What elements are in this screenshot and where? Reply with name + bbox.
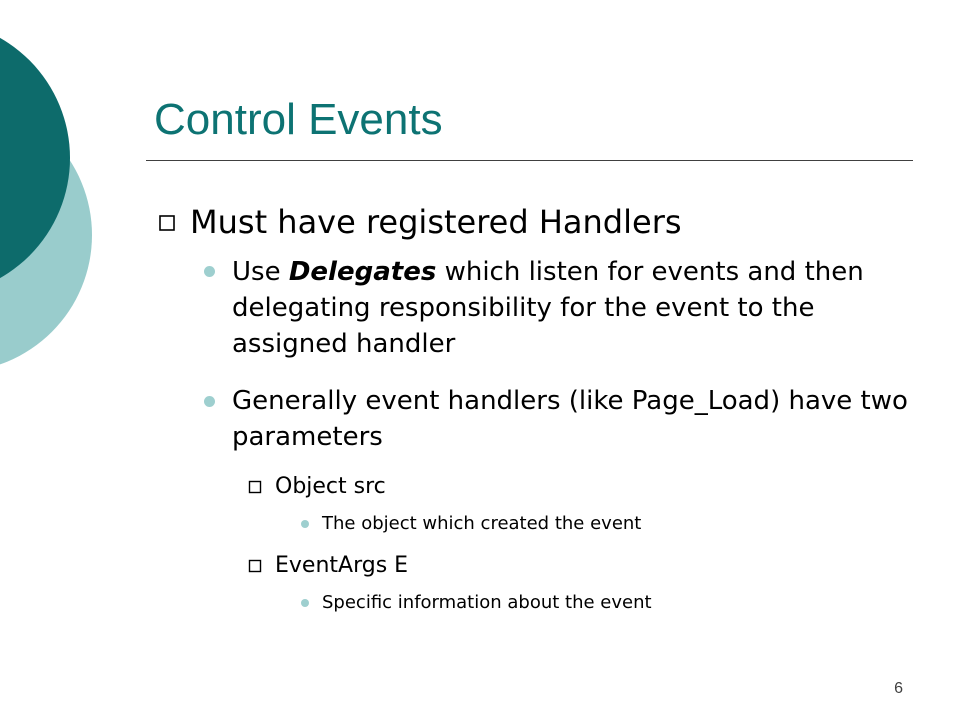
slide-title: Control Events	[154, 95, 443, 144]
decorative-circles	[0, 0, 110, 380]
round-bullet-icon	[204, 396, 215, 407]
bullet-object-src: Object src	[275, 474, 386, 499]
bullet-eventargs-desc: Specific information about the event	[322, 592, 652, 613]
hollow-square-bullet-icon	[248, 480, 262, 494]
text-segment: Use	[232, 257, 289, 287]
round-bullet-icon	[301, 520, 309, 528]
bullet-level1: Must have registered Handlers	[190, 203, 682, 241]
slide-number: 6	[894, 680, 903, 697]
bullet-eventargs: EventArgs E	[275, 553, 409, 578]
hollow-square-bullet-icon	[158, 214, 176, 232]
bullet-object-desc: The object which created the event	[322, 513, 642, 534]
round-bullet-icon	[301, 599, 309, 607]
round-bullet-icon	[204, 266, 215, 277]
bullet-generally: Generally event handlers (like Page_Load) have two parameters	[232, 386, 908, 452]
text-segment: which listen for events and then delegating responsibility for the event to the assigned handler	[232, 257, 864, 359]
title-divider	[146, 160, 913, 161]
hollow-square-bullet-icon	[248, 559, 262, 573]
bullet-delegates	[232, 254, 912, 362]
emphasized-term: Delegates	[288, 257, 437, 287]
